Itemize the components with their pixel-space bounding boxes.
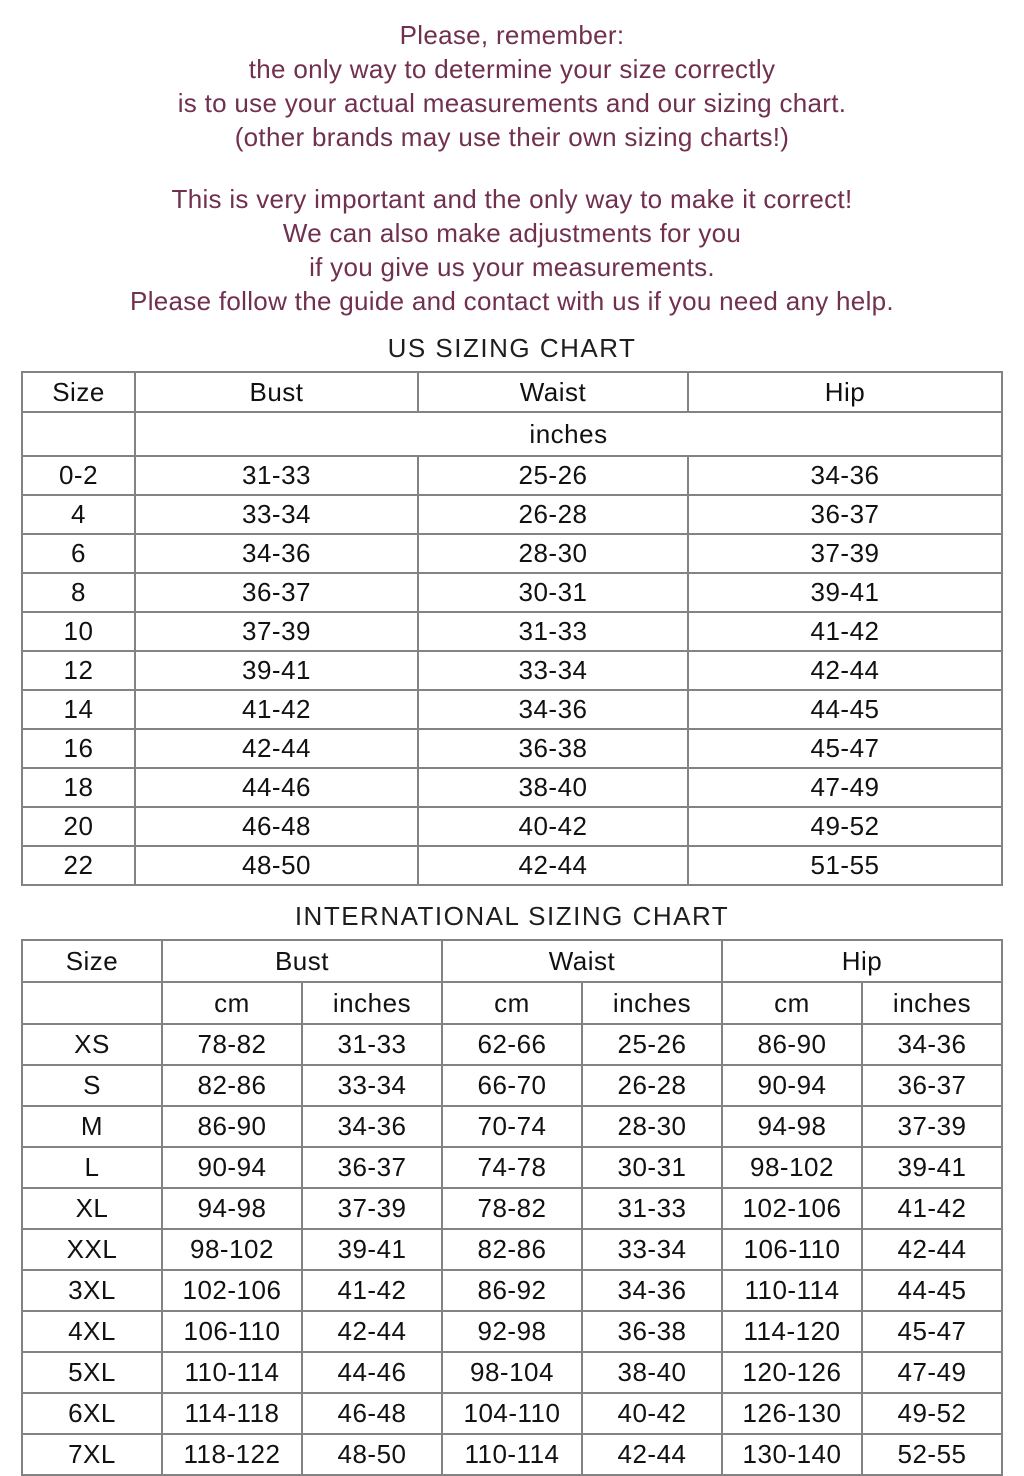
intl-chart-title: INTERNATIONAL SIZING CHART xyxy=(294,901,730,931)
measurement-cell: 39-41 xyxy=(688,573,1002,612)
intl-unit-label-bust-inches: inches xyxy=(302,982,442,1024)
size-label-cell: 5XL xyxy=(22,1352,162,1393)
intl-column-header-hip: Hip xyxy=(722,940,1002,982)
table-row xyxy=(22,690,1002,729)
intl-table-body xyxy=(22,1024,1002,1475)
measurement-cell: 40-42 xyxy=(418,807,688,846)
size-label-cell: 0-2 xyxy=(22,456,135,495)
measurement-cell: 36-37 xyxy=(135,573,418,612)
table-row xyxy=(22,1311,1002,1352)
intro-line: if you give us your measurements. xyxy=(309,252,715,282)
measurement-cell: 39-41 xyxy=(862,1147,1002,1188)
measurement-cell: 51-55 xyxy=(688,846,1002,885)
measurement-cell: 37-39 xyxy=(688,534,1002,573)
measurement-cell: 98-104 xyxy=(442,1352,582,1393)
table-row xyxy=(22,1024,1002,1065)
table-row xyxy=(22,456,1002,495)
table-row xyxy=(22,612,1002,651)
intro-line: Please, remember: xyxy=(399,20,625,50)
measurement-cell: 33-34 xyxy=(582,1229,722,1270)
table-row xyxy=(22,1106,1002,1147)
measurement-cell: 26-28 xyxy=(418,495,688,534)
measurement-cell: 106-110 xyxy=(722,1229,862,1270)
intl-table-unit-row xyxy=(22,982,1002,1024)
us-column-header-hip: Hip xyxy=(688,372,1002,412)
intl-unit-label-waist-cm: cm xyxy=(442,982,582,1024)
intro-line: We can also make adjustments for you xyxy=(282,218,742,248)
intl-column-header-waist: Waist xyxy=(442,940,722,982)
measurement-cell: 30-31 xyxy=(418,573,688,612)
measurement-cell: 45-47 xyxy=(862,1311,1002,1352)
measurement-cell: 126-130 xyxy=(722,1393,862,1434)
table-row xyxy=(22,573,1002,612)
measurement-cell: 102-106 xyxy=(722,1188,862,1229)
measurement-cell: 110-114 xyxy=(722,1270,862,1311)
measurement-cell: 90-94 xyxy=(722,1065,862,1106)
measurement-cell: 33-34 xyxy=(418,651,688,690)
table-row xyxy=(22,1434,1002,1475)
size-label-cell: L xyxy=(22,1147,162,1188)
intl-table-header-row xyxy=(22,940,1002,982)
us-column-header-size: Size xyxy=(22,372,135,412)
table-row xyxy=(22,1188,1002,1229)
size-label-cell: 16 xyxy=(22,729,135,768)
size-label-cell: 14 xyxy=(22,690,135,729)
measurement-cell: 25-26 xyxy=(582,1024,722,1065)
measurement-cell: 74-78 xyxy=(442,1147,582,1188)
measurement-cell: 33-34 xyxy=(302,1065,442,1106)
measurement-cell: 26-28 xyxy=(582,1065,722,1106)
measurement-cell: 104-110 xyxy=(442,1393,582,1434)
intro-line: Please follow the guide and contact with us if you need any help. xyxy=(130,286,894,316)
table-row xyxy=(22,1229,1002,1270)
size-label-cell: 8 xyxy=(22,573,135,612)
size-label-cell: 3XL xyxy=(22,1270,162,1311)
measurement-cell: 49-52 xyxy=(862,1393,1002,1434)
us-table-unit-row xyxy=(22,412,1002,456)
intl-unit-label-bust-cm: cm xyxy=(162,982,302,1024)
measurement-cell: 86-90 xyxy=(162,1106,302,1147)
measurement-cell: 36-38 xyxy=(418,729,688,768)
measurement-cell: 47-49 xyxy=(862,1352,1002,1393)
measurement-cell: 42-44 xyxy=(302,1311,442,1352)
size-label-cell: XXL xyxy=(22,1229,162,1270)
measurement-cell: 118-122 xyxy=(162,1434,302,1475)
international-sizing-table xyxy=(21,939,1003,1476)
measurement-cell: 34-36 xyxy=(135,534,418,573)
intro-paragraph-2 xyxy=(0,182,1024,318)
measurement-cell: 30-31 xyxy=(582,1147,722,1188)
us-table-body xyxy=(22,456,1002,885)
table-row xyxy=(22,1065,1002,1106)
measurement-cell: 86-92 xyxy=(442,1270,582,1311)
measurement-cell: 34-36 xyxy=(862,1024,1002,1065)
measurement-cell: 33-34 xyxy=(135,495,418,534)
size-label-cell: 4XL xyxy=(22,1311,162,1352)
measurement-cell: 38-40 xyxy=(582,1352,722,1393)
measurement-cell: 25-26 xyxy=(418,456,688,495)
measurement-cell: 37-39 xyxy=(862,1106,1002,1147)
us-chart-title: US SIZING CHART xyxy=(387,333,637,363)
measurement-cell: 36-38 xyxy=(582,1311,722,1352)
measurement-cell: 36-37 xyxy=(688,495,1002,534)
measurement-cell: 47-49 xyxy=(688,768,1002,807)
us-column-header-waist: Waist xyxy=(418,372,688,412)
table-row xyxy=(22,651,1002,690)
measurement-cell: 94-98 xyxy=(162,1188,302,1229)
measurement-cell: 44-46 xyxy=(302,1352,442,1393)
size-label-cell: 22 xyxy=(22,846,135,885)
size-label-cell: 18 xyxy=(22,768,135,807)
measurement-cell: 36-37 xyxy=(862,1065,1002,1106)
measurement-cell: 49-52 xyxy=(688,807,1002,846)
measurement-cell: 90-94 xyxy=(162,1147,302,1188)
table-row xyxy=(22,495,1002,534)
measurement-cell: 82-86 xyxy=(162,1065,302,1106)
measurement-cell: 102-106 xyxy=(162,1270,302,1311)
size-label-cell: 10 xyxy=(22,612,135,651)
measurement-cell: 41-42 xyxy=(688,612,1002,651)
size-label-cell: 20 xyxy=(22,807,135,846)
measurement-cell: 31-33 xyxy=(582,1188,722,1229)
measurement-cell: 94-98 xyxy=(722,1106,862,1147)
intro-text-block xyxy=(0,0,1024,318)
measurement-cell: 110-114 xyxy=(162,1352,302,1393)
measurement-cell: 78-82 xyxy=(442,1188,582,1229)
intro-line: the only way to determine your size correctly xyxy=(248,54,776,84)
size-label-cell: 6 xyxy=(22,534,135,573)
measurement-cell: 45-47 xyxy=(688,729,1002,768)
measurement-cell: 48-50 xyxy=(135,846,418,885)
size-label-cell: S xyxy=(22,1065,162,1106)
table-row xyxy=(22,807,1002,846)
measurement-cell: 39-41 xyxy=(135,651,418,690)
intl-unit-label-hip-cm: cm xyxy=(722,982,862,1024)
size-label-cell: 4 xyxy=(22,495,135,534)
size-label-cell: XS xyxy=(22,1024,162,1065)
measurement-cell: 110-114 xyxy=(442,1434,582,1475)
measurement-cell: 86-90 xyxy=(722,1024,862,1065)
measurement-cell: 41-42 xyxy=(302,1270,442,1311)
size-label-cell: 12 xyxy=(22,651,135,690)
measurement-cell: 114-120 xyxy=(722,1311,862,1352)
measurement-cell: 44-45 xyxy=(862,1270,1002,1311)
us-column-header-bust: Bust xyxy=(135,372,418,412)
measurement-cell: 48-50 xyxy=(302,1434,442,1475)
intro-line: (other brands may use their own sizing charts!) xyxy=(234,122,790,152)
us-sizing-table xyxy=(21,371,1003,886)
intl-unit-label-hip-inches: inches xyxy=(862,982,1002,1024)
table-row xyxy=(22,846,1002,885)
size-label-cell: M xyxy=(22,1106,162,1147)
us-table-header-row xyxy=(22,372,1002,412)
measurement-cell: 28-30 xyxy=(582,1106,722,1147)
measurement-cell: 42-44 xyxy=(862,1229,1002,1270)
intro-line: This is very important and the only way to make it correct! xyxy=(171,184,853,214)
measurement-cell: 37-39 xyxy=(135,612,418,651)
measurement-cell: 31-33 xyxy=(135,456,418,495)
intl-column-header-bust: Bust xyxy=(162,940,442,982)
table-row xyxy=(22,1352,1002,1393)
measurement-cell: 46-48 xyxy=(302,1393,442,1434)
measurement-cell: 120-126 xyxy=(722,1352,862,1393)
measurement-cell: 82-86 xyxy=(442,1229,582,1270)
empty-cell xyxy=(22,982,162,1024)
measurement-cell: 34-36 xyxy=(418,690,688,729)
measurement-cell: 92-98 xyxy=(442,1311,582,1352)
table-row xyxy=(22,1270,1002,1311)
measurement-cell: 42-44 xyxy=(418,846,688,885)
measurement-cell: 41-42 xyxy=(135,690,418,729)
size-label-cell: 7XL xyxy=(22,1434,162,1475)
intro-line: is to use your actual measurements and our sizing chart. xyxy=(177,88,847,118)
intro-paragraph-1 xyxy=(0,18,1024,154)
measurement-cell: 78-82 xyxy=(162,1024,302,1065)
measurement-cell: 38-40 xyxy=(418,768,688,807)
size-label-cell: 6XL xyxy=(22,1393,162,1434)
measurement-cell: 41-42 xyxy=(862,1188,1002,1229)
measurement-cell: 70-74 xyxy=(442,1106,582,1147)
measurement-cell: 40-42 xyxy=(582,1393,722,1434)
size-label-cell: XL xyxy=(22,1188,162,1229)
empty-cell xyxy=(22,412,135,456)
measurement-cell: 39-41 xyxy=(302,1229,442,1270)
measurement-cell: 42-44 xyxy=(688,651,1002,690)
measurement-cell: 34-36 xyxy=(582,1270,722,1311)
measurement-cell: 52-55 xyxy=(862,1434,1002,1475)
measurement-cell: 31-33 xyxy=(302,1024,442,1065)
measurement-cell: 42-44 xyxy=(135,729,418,768)
measurement-cell: 34-36 xyxy=(302,1106,442,1147)
measurement-cell: 36-37 xyxy=(302,1147,442,1188)
intl-unit-label-waist-inches: inches xyxy=(582,982,722,1024)
measurement-cell: 46-48 xyxy=(135,807,418,846)
table-row xyxy=(22,1147,1002,1188)
measurement-cell: 44-45 xyxy=(688,690,1002,729)
measurement-cell: 98-102 xyxy=(722,1147,862,1188)
measurement-cell: 31-33 xyxy=(418,612,688,651)
us-unit-label: inches xyxy=(135,412,1002,456)
measurement-cell: 34-36 xyxy=(688,456,1002,495)
measurement-cell: 37-39 xyxy=(302,1188,442,1229)
measurement-cell: 28-30 xyxy=(418,534,688,573)
measurement-cell: 66-70 xyxy=(442,1065,582,1106)
table-row xyxy=(22,1393,1002,1434)
measurement-cell: 44-46 xyxy=(135,768,418,807)
measurement-cell: 62-66 xyxy=(442,1024,582,1065)
measurement-cell: 98-102 xyxy=(162,1229,302,1270)
table-row xyxy=(22,768,1002,807)
measurement-cell: 106-110 xyxy=(162,1311,302,1352)
table-row xyxy=(22,534,1002,573)
measurement-cell: 114-118 xyxy=(162,1393,302,1434)
measurement-cell: 130-140 xyxy=(722,1434,862,1475)
table-row xyxy=(22,729,1002,768)
measurement-cell: 42-44 xyxy=(582,1434,722,1475)
intl-column-header-size: Size xyxy=(22,940,162,982)
